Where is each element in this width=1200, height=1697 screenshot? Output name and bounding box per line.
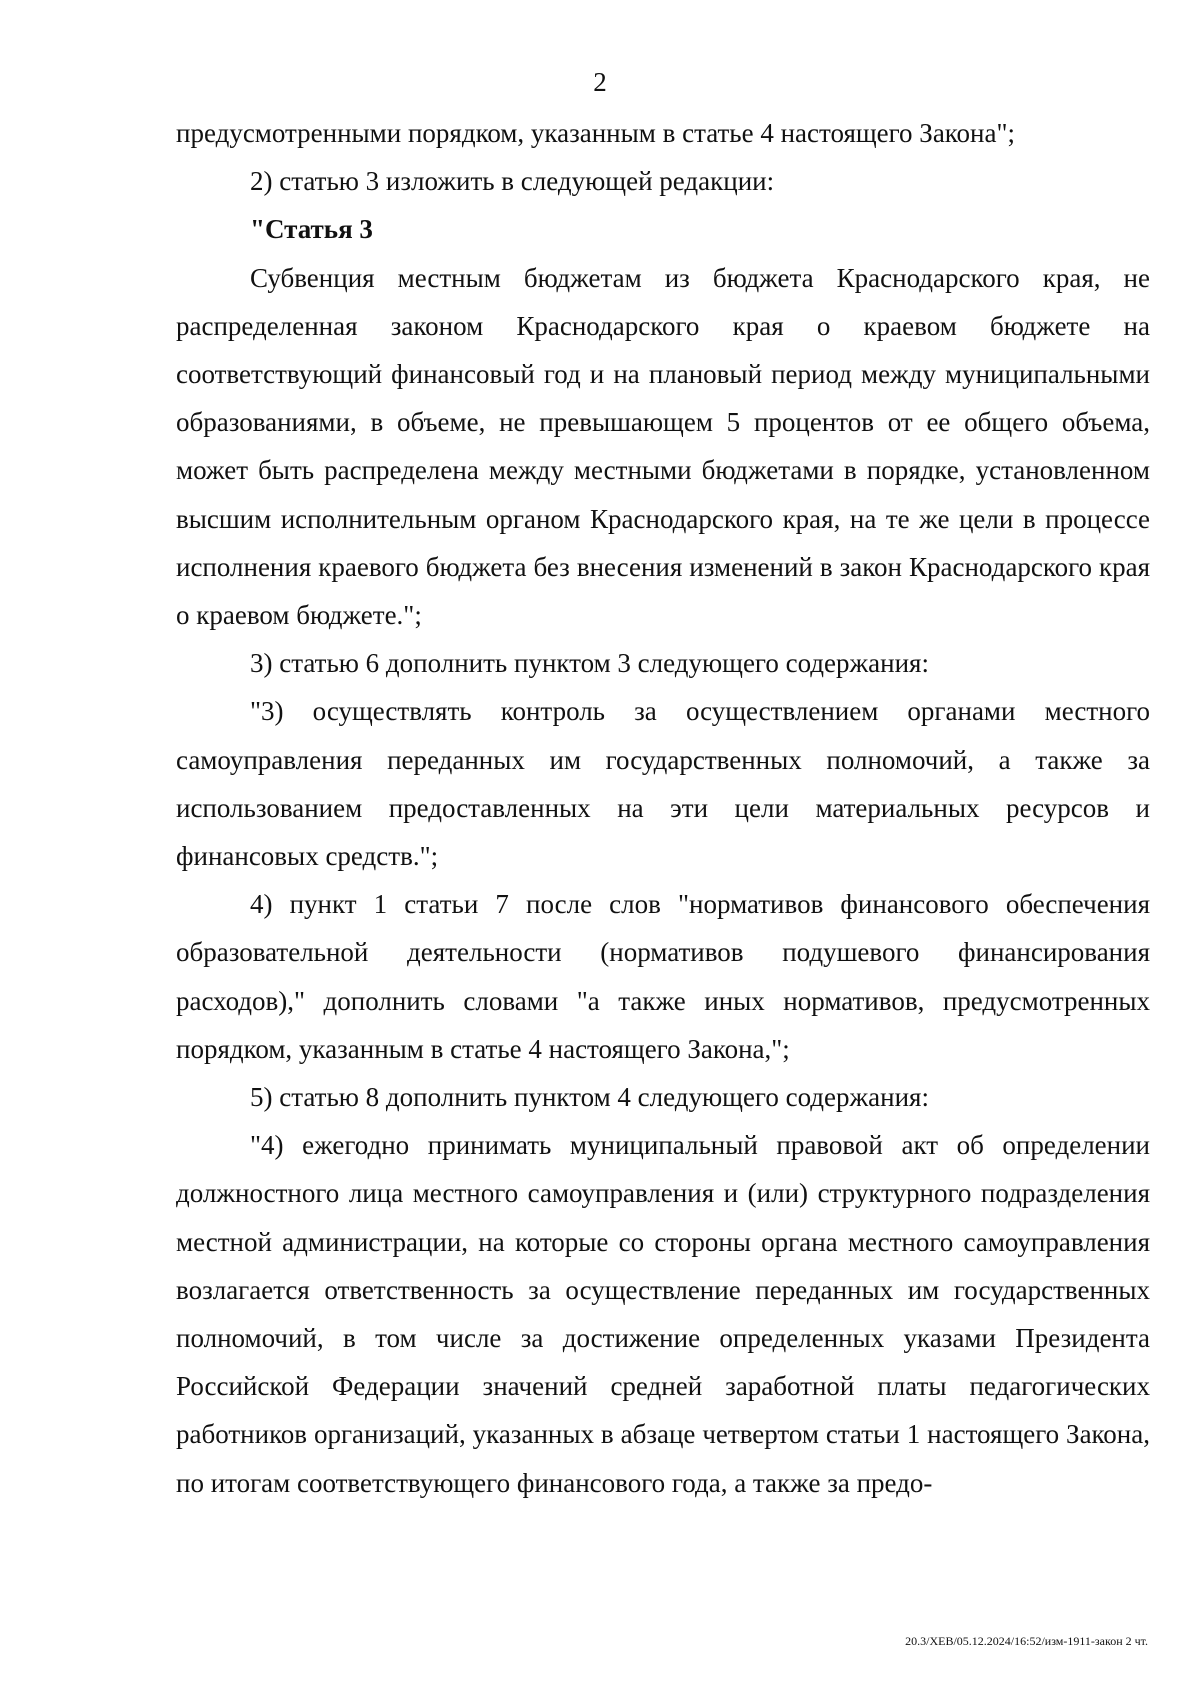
paragraph-quoted-point-3: "3) осуществлять контроль за осуществлением органами местного самоуправления переданных им государственных полномочий, а также за использованием предоставленных на эти цели материальных ресурсов и финансовых средств."; [176,696,1150,872]
paragraph-item-2: 2) статью 3 изложить в следующей редакции: [250,166,775,197]
document-reference-footer: 20.3/ХЕВ/05.12.2024/16:52/изм-1911-закон 2 чт. [905,1634,1148,1648]
paragraph-item-5: 5) статью 8 дополнить пунктом 4 следующего содержания: [250,1082,929,1113]
paragraph-article-3-text: Субвенция местным бюджетам из бюджета Краснодарского края, не распределенная законом Краснодарского края о краевом бюджете на соответствующий финансовый год и на плановый период между муниципальными образованиями, в объеме, не превышающем 5 процентов от ее общего объема, может быть распределена между местными бюджетами в порядке, установленном высшим исполнительным органом Краснодарского края, на те же цели в процессе исполнения краевого бюджета без внесения изменений в закон Краснодарского края о краевом бюджете."; [176,262,1150,631]
paragraph-quoted-point-4: "4) ежегодно принимать муниципальный правовой акт об определении должностного лица местного самоуправления и (или) структурного подразделения местной администрации, на которые со стороны органа местного самоуправления возлагается ответственность за осуществление переданных им государственных полномочий, в том числе за достижение определенных указами Президента Российской Федерации значений средней заработной платы педагогических работников организаций, указанных в абзаце четвертом статьи 1 настоящего Закона, по итогам соответствующего финансового года, а также за предо- [176,1130,1150,1498]
paragraph-continuation: предусмотренными порядком, указанным в статье 4 настоящего Закона"; [176,118,1016,148]
document-body [176,109,1150,1507]
paragraph-item-3: 3) статью 6 дополнить пунктом 3 следующего содержания: [250,648,929,679]
page-number: 2 [593,67,607,97]
article-heading: "Статья 3 [250,214,373,245]
paragraph-item-4: 4) пункт 1 статьи 7 после слов "нормативов финансового обеспечения образовательной деятельности (нормативов подушевого финансирования расходов)," дополнить словами "а также иных нормативов, предусмотренных порядком, указанным в статье 4 настоящего Закона,"; [176,889,1150,1064]
